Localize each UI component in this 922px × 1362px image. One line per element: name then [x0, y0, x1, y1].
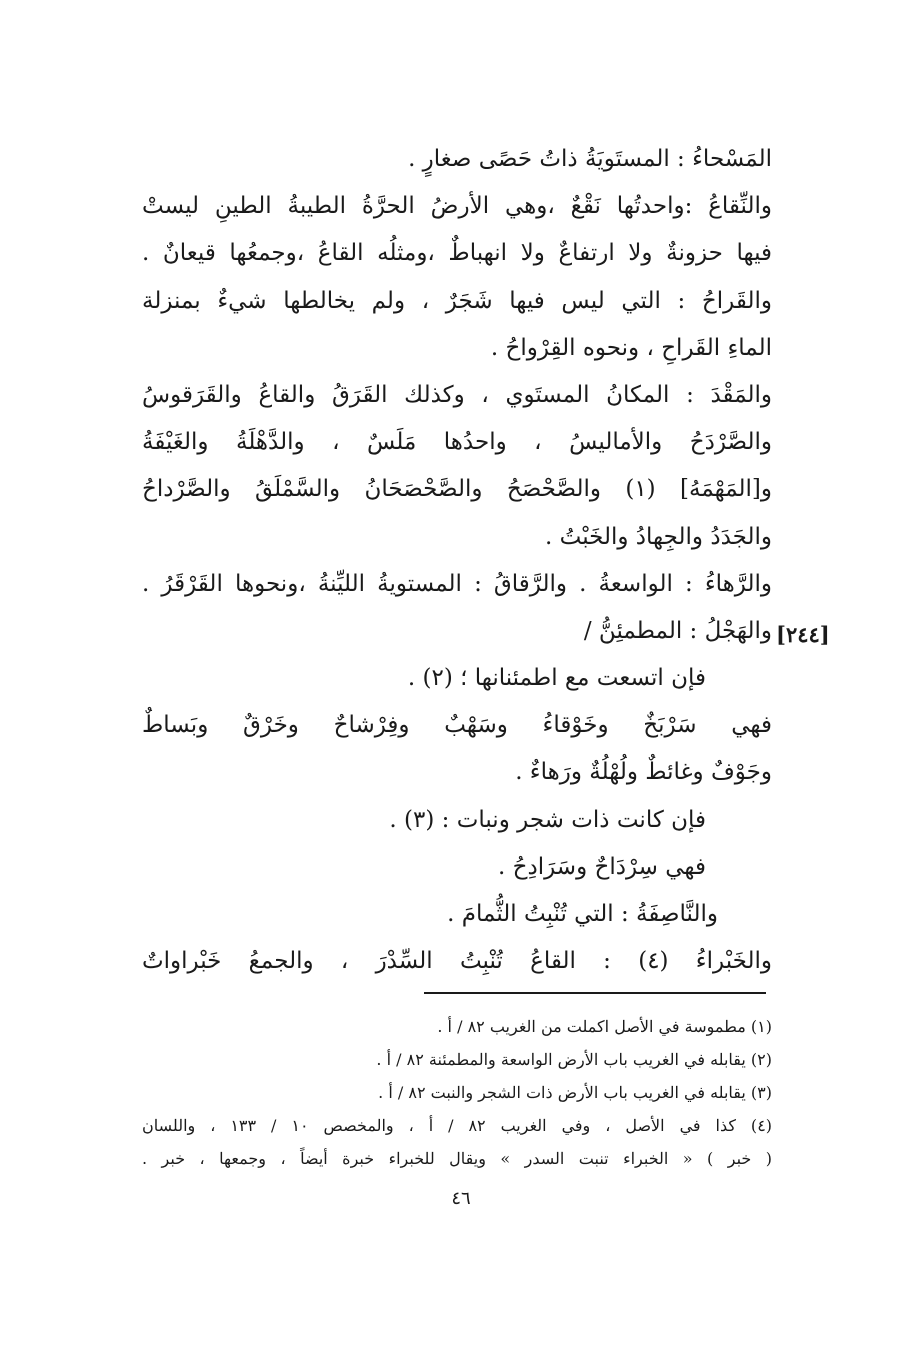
text-line: والقَراحُ : التي ليس فيها شَجَرٌ ، ولم يخالطها شيءٌ بمنزلة [142, 287, 772, 314]
text-line: والهَجْلُ : المطمئِنُّ / [583, 617, 772, 644]
text-line: والجَدَدُ والجِهادُ والخَبْتُ . [545, 523, 772, 550]
text-line: والرَّهاءُ : الواسعةُ . والرَّقاقُ : المستويةُ الليِّنةُ ،ونحوها القَرْقَرُ . [142, 570, 772, 597]
text-line: والنِّقاعُ :واحدتُها نَقْعٌ ،وهي الأرضُ الحرَّةُ الطيبةُ الطينِ ليستْ [142, 193, 772, 220]
page-number: ٤٦ [451, 1188, 471, 1209]
text-line: فهي سِرْدَاحٌ وسَرَادِحُ . [498, 853, 706, 880]
text-line: والنَّاصِفَةُ : التي تُنْبِتُ الثُّمامَ . [447, 901, 718, 927]
text-line: فإن كانت ذات شجر ونبات : (٣) . [389, 806, 706, 833]
footnote-line: (٢) يقابله في الغريب باب الأرض الواسعة والمطمئنة ٨٢ / أ . [376, 1050, 772, 1069]
text-line: و[المَهْمَهُ] (١) والصَّحْصَحُ والصَّحْصَحَانُ والسَّمْلَقُ والصَّرْداحُ [142, 476, 772, 503]
text-line: فهي سَرْبَخٌ وخَوْقاءُ وسَهْبٌ وفِرْشاحٌ وخَرْقٌ وبَساطٌ [142, 712, 772, 739]
footnotes [142, 1010, 772, 1175]
text-line: المَسْحاءُ : المستَويَةُ ذاتُ حَصًى صغارٍ . [408, 146, 772, 172]
margin-page-reference: [٢٤٤] [776, 622, 830, 647]
footnote-line: (١) مطموسة في الأصل اكملت من الغريب ٨٢ / أ . [437, 1017, 772, 1036]
footnote-separator [424, 992, 766, 994]
footnote-line: (٤) كذا في الأصل ، وفي الغريب ٨٢ / أ ، والمخصص ١٠ / ١٣٣ ، واللسان [142, 1116, 772, 1135]
text-line: وجَوْفٌ وغائطٌ ولُهْلُةٌ ورَهاءٌ . [515, 759, 772, 786]
text-line: فيها حزونةٌ ولا ارتفاعٌ ولا انهباطٌ ،ومثلُه القاعُ ،وجمعُها قيعانٌ . [142, 240, 772, 267]
text-line: والمَقْدَ : المكانُ المستَوي ، وكذلك القَرَقُ والقاعُ والقَرَقوسُ [142, 381, 772, 408]
text-line: والخَبْراءُ (٤) : القاعُ تُنْبِتُ السِّدْرَ ، والجمعُ خَبْراواتٌ [142, 948, 772, 975]
text-line: والصَّرْدَحُ والأماليسُ ، واحدُها مَلَسٌ ، والدَّهْلَةُ والغَيْفَةُ [142, 429, 772, 456]
footnote-line: ( خبر ) « الخبراء تنبت السدر » ويقال للخبراء خبرة أيضاً ، وجمعها ، خبر . [142, 1149, 772, 1168]
main-text [142, 136, 772, 985]
text-line: فإن اتسعت مع اطمئنانها ؛ (٢) . [407, 665, 706, 692]
text-line: الماءِ القَراحِ ، ونحوه القِرْواحُ . [490, 334, 772, 361]
footnote-line: (٣) يقابله في الغريب باب الأرض ذات الشجر والنبت ٨٢ / أ . [378, 1083, 772, 1102]
